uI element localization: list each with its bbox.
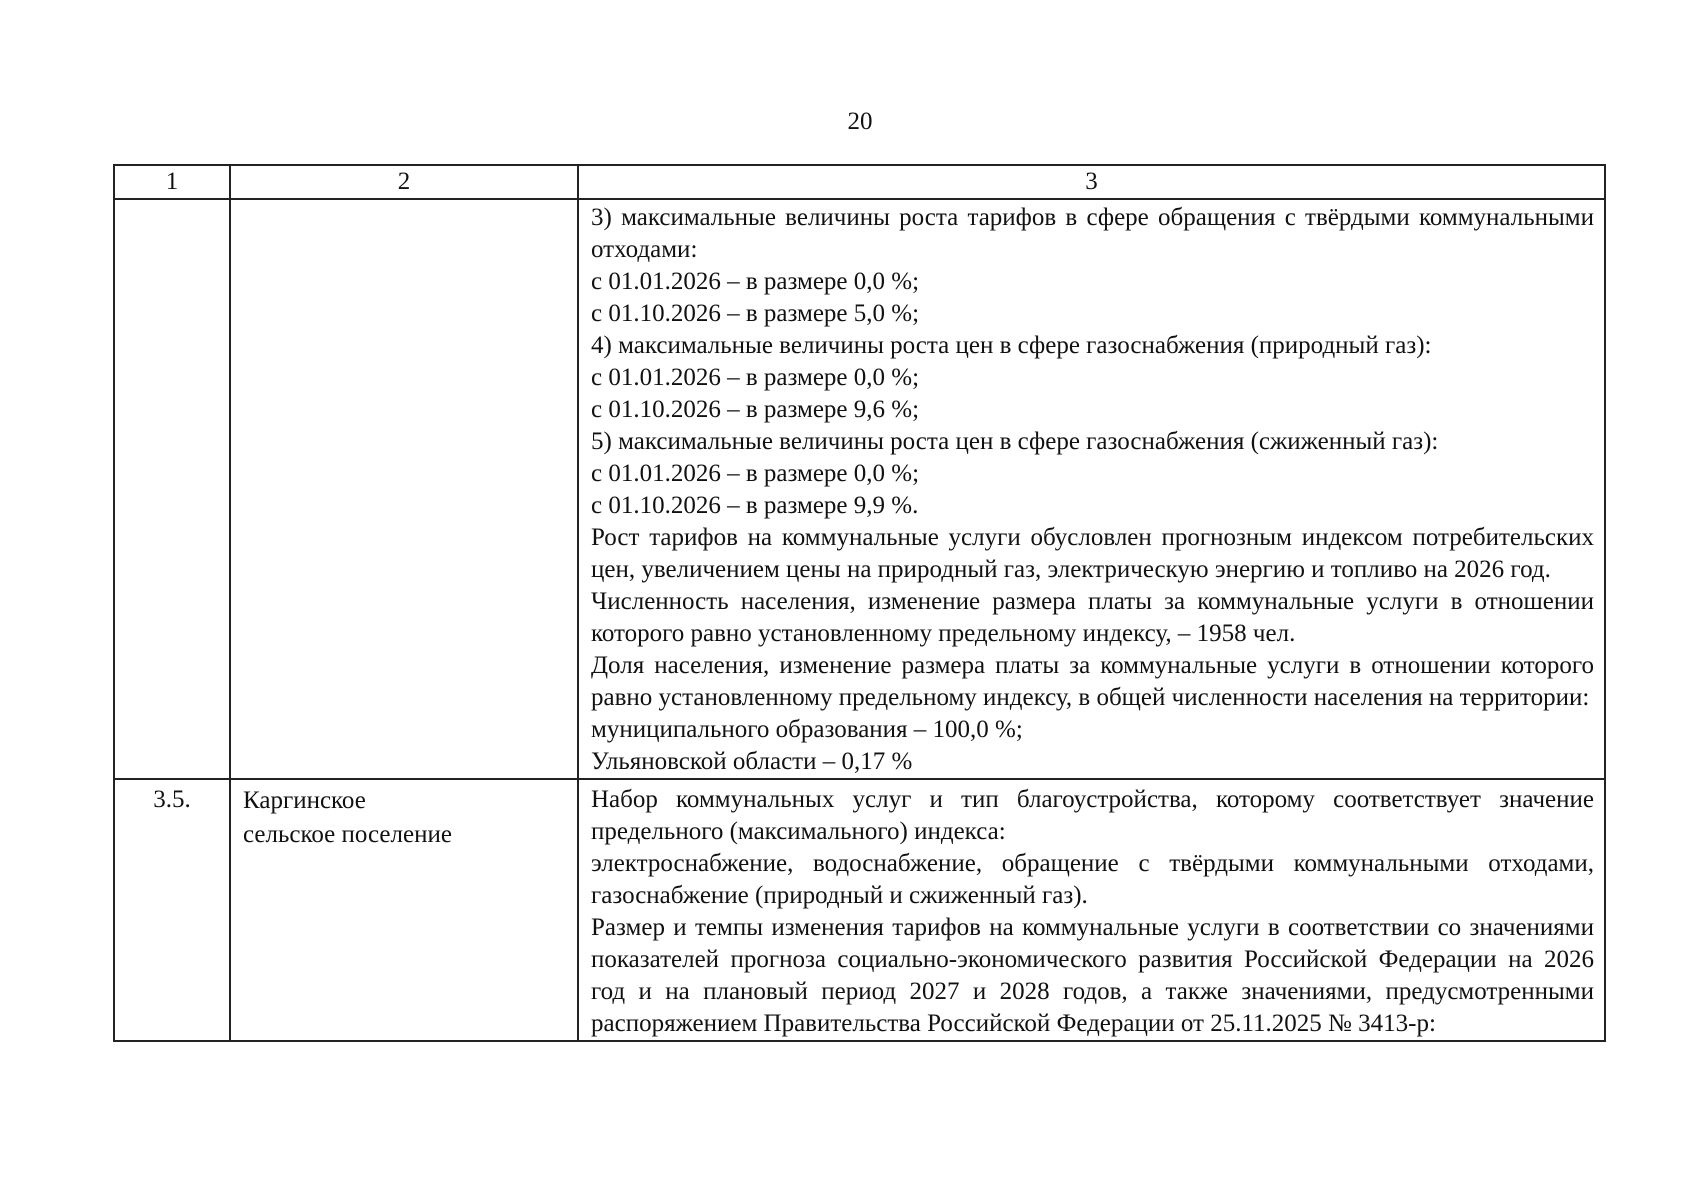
table-row <box>114 779 1605 1041</box>
paragraph: электроснабжение, водоснабжение, обращение с твёрдыми коммунальными отходами, газоснабжение (природный и сжиженный газ). <box>591 850 1594 909</box>
header-col-3: 3 <box>578 165 1605 199</box>
page-number: 20 <box>847 108 873 135</box>
paragraph: муниципального образования – 100,0 %; <box>591 716 1023 743</box>
tariff-table <box>113 164 1606 1042</box>
row1-settlement <box>230 199 578 779</box>
paragraph: с 01.10.2026 – в размере 5,0 %; <box>591 300 920 327</box>
row1-number <box>114 199 230 779</box>
paragraph: с 01.10.2026 – в размере 9,9 %. <box>591 492 919 519</box>
paragraph: 5) максимальные величины роста цен в сфере газоснабжения (сжиженный газ): <box>591 428 1439 455</box>
paragraph: Набор коммунальных услуг и тип благоустройства, которому соответствует значение предельного (максимального) индекса: <box>591 786 1594 845</box>
table-row <box>114 199 1605 779</box>
row1-content <box>578 199 1605 779</box>
paragraph: Ульяновской области – 0,17 % <box>591 748 913 775</box>
paragraph: с 01.01.2026 – в размере 0,0 %; <box>591 268 920 295</box>
settlement-name-line2: сельское поселение <box>243 821 452 848</box>
table-header-row <box>114 165 1605 199</box>
paragraph: с 01.10.2026 – в размере 9,6 %; <box>591 396 920 423</box>
row2-settlement <box>230 779 578 1041</box>
settlement-name-line1: Каргинское <box>243 787 366 814</box>
row2-number: 3.5. <box>114 779 230 1041</box>
paragraph: Численность населения, изменение размера платы за коммунальные услуги в отношении которого равно установленному предельному индексу, – 1958 чел. <box>591 588 1594 647</box>
paragraph: Доля населения, изменение размера платы за коммунальные услуги в отношении которого равно установленному предельному индексу, в общей численности населения на территории: <box>591 652 1594 711</box>
row2-content <box>578 779 1605 1041</box>
header-col-2: 2 <box>230 165 578 199</box>
paragraph: с 01.01.2026 – в размере 0,0 %; <box>591 460 920 487</box>
paragraph: 4) максимальные величины роста цен в сфере газоснабжения (природный газ): <box>591 332 1432 359</box>
paragraph: 3) максимальные величины роста тарифов в сфере обращения с твёрдыми коммунальными отходами: <box>591 204 1594 263</box>
header-col-1: 1 <box>114 165 230 199</box>
paragraph: Рост тарифов на коммунальные услуги обусловлен прогнозным индексом потребительских цен, увеличением цены на природный газ, электрическую энергию и топливо на 2026 год. <box>591 524 1594 583</box>
paragraph: Размер и темпы изменения тарифов на коммунальные услуги в соответствии со значениями показателей прогноза социально-экономического развития Российской Федерации на 2026 год и на плановый период 2027 и 2028 годов, а также значениями, предусмотренными распоряжением Правительства Российской Федерации от 25.11.2025 № 3413-р: <box>591 914 1594 1037</box>
paragraph: с 01.01.2026 – в размере 0,0 %; <box>591 364 920 391</box>
